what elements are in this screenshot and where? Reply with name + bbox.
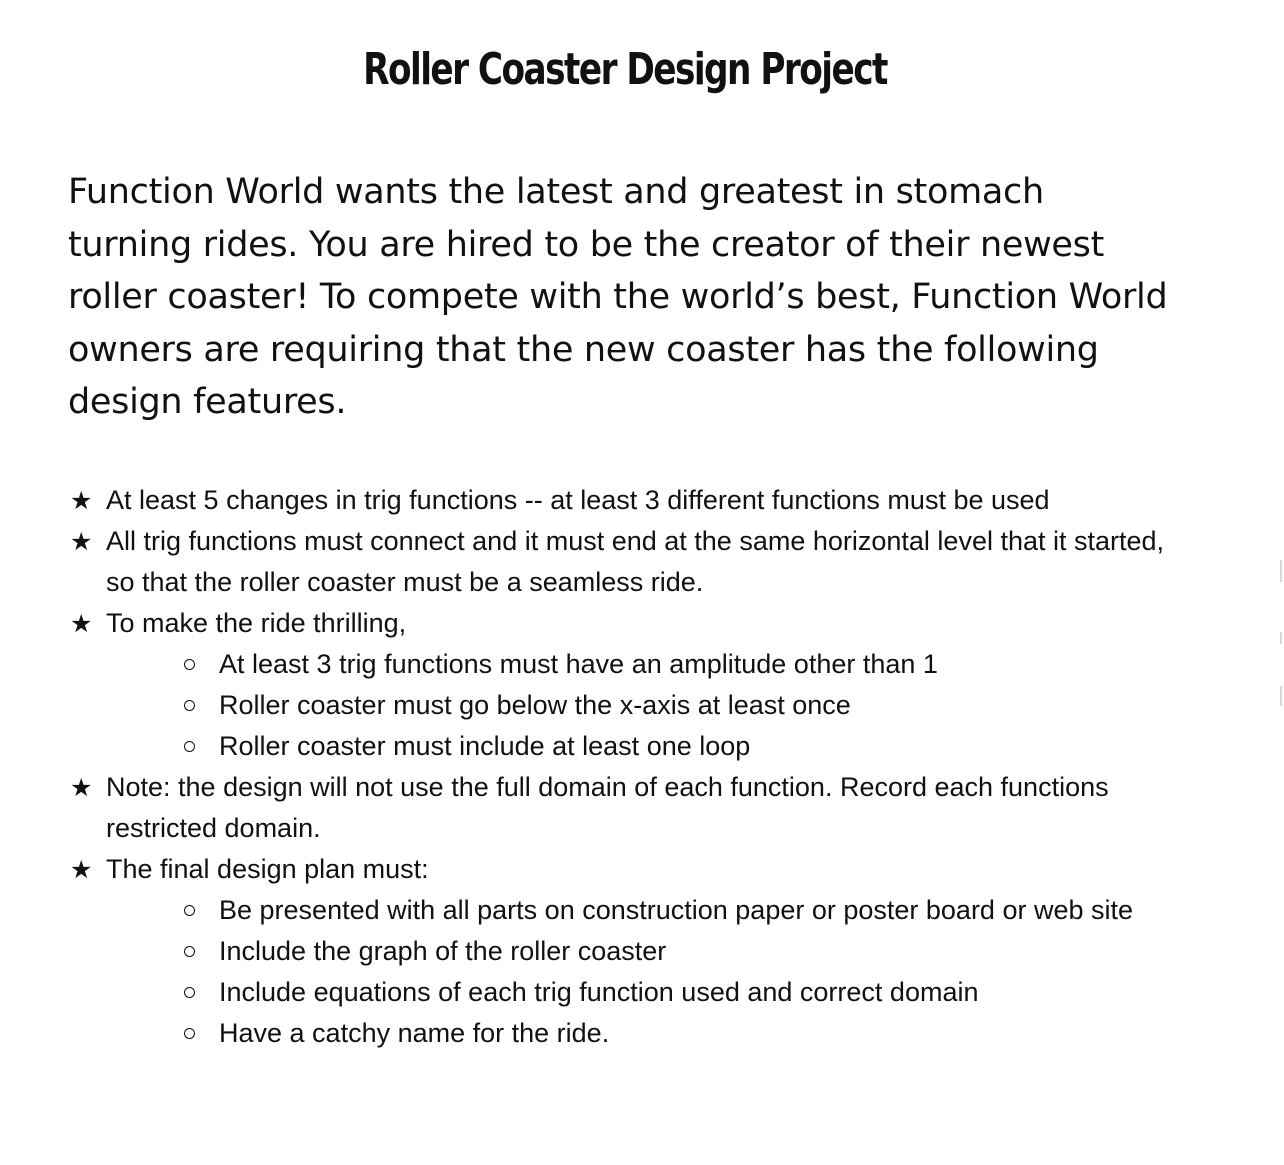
sub-requirement-item (70, 1013, 1190, 1054)
requirement-text: The final design plan must: (106, 854, 429, 884)
star-bullet-icon: ★ (70, 773, 93, 802)
star-bullet-icon: ★ (70, 855, 93, 884)
star-bullet-icon: ★ (70, 486, 93, 515)
requirement-item (70, 480, 1190, 521)
circle-bullet-icon (184, 659, 195, 670)
sub-requirement-text: Include equations of each trig function used and correct domain (219, 977, 979, 1007)
circle-bullet-icon (184, 946, 195, 957)
sub-requirement-item (70, 685, 1190, 726)
requirement-text: All trig functions must connect and it must end at the same horizontal level that it started, so that the roller coaster must be a seamless ride. (106, 526, 1165, 597)
document-title: Roller Coaster Design Project (363, 44, 887, 95)
sub-requirement-item (70, 726, 1190, 767)
requirement-text: Note: the design will not use the full domain of each function. Record each functions restricted domain. (106, 772, 1109, 843)
sub-requirement-item (70, 931, 1190, 972)
circle-bullet-icon (184, 987, 195, 998)
sub-requirement-text: Have a catchy name for the ride. (219, 1018, 610, 1048)
sub-requirement-text: Include the graph of the roller coaster (219, 936, 667, 966)
circle-bullet-icon (184, 1028, 195, 1039)
requirement-item (70, 849, 1190, 890)
circle-bullet-icon (184, 905, 195, 916)
sub-requirement-item (70, 644, 1190, 685)
circle-bullet-icon (184, 741, 195, 752)
scan-edge-mark (1280, 632, 1282, 644)
requirement-text: At least 5 changes in trig functions -- at least 3 different functions must be used (106, 485, 1050, 515)
scan-edge-mark (1280, 560, 1282, 582)
requirement-item (70, 521, 1190, 603)
sub-requirement-item (70, 890, 1190, 931)
sub-requirement-item (70, 972, 1190, 1013)
sub-requirement-text: Roller coaster must include at least one loop (219, 731, 751, 761)
requirement-item (70, 767, 1190, 849)
requirements-list (70, 480, 1190, 1054)
intro-paragraph: Function World wants the latest and greatest in stomach turning rides. You are hired to be the creator of their newest roller coaster! To compete with the world’s best, Function World owners are requiring that the new coaster has the following design features. (68, 172, 1168, 422)
sub-requirement-text: Roller coaster must go below the x-axis at least once (219, 690, 851, 720)
star-bullet-icon: ★ (70, 609, 93, 638)
scan-edge-mark (1280, 686, 1282, 706)
sub-requirement-text: Be presented with all parts on construction paper or poster board or web site (219, 895, 1134, 925)
circle-bullet-icon (184, 700, 195, 711)
requirement-item (70, 603, 1190, 644)
star-bullet-icon: ★ (70, 527, 93, 556)
sub-requirement-text: At least 3 trig functions must have an amplitude other than 1 (219, 649, 938, 679)
requirement-text: To make the ride thrilling, (106, 608, 407, 638)
